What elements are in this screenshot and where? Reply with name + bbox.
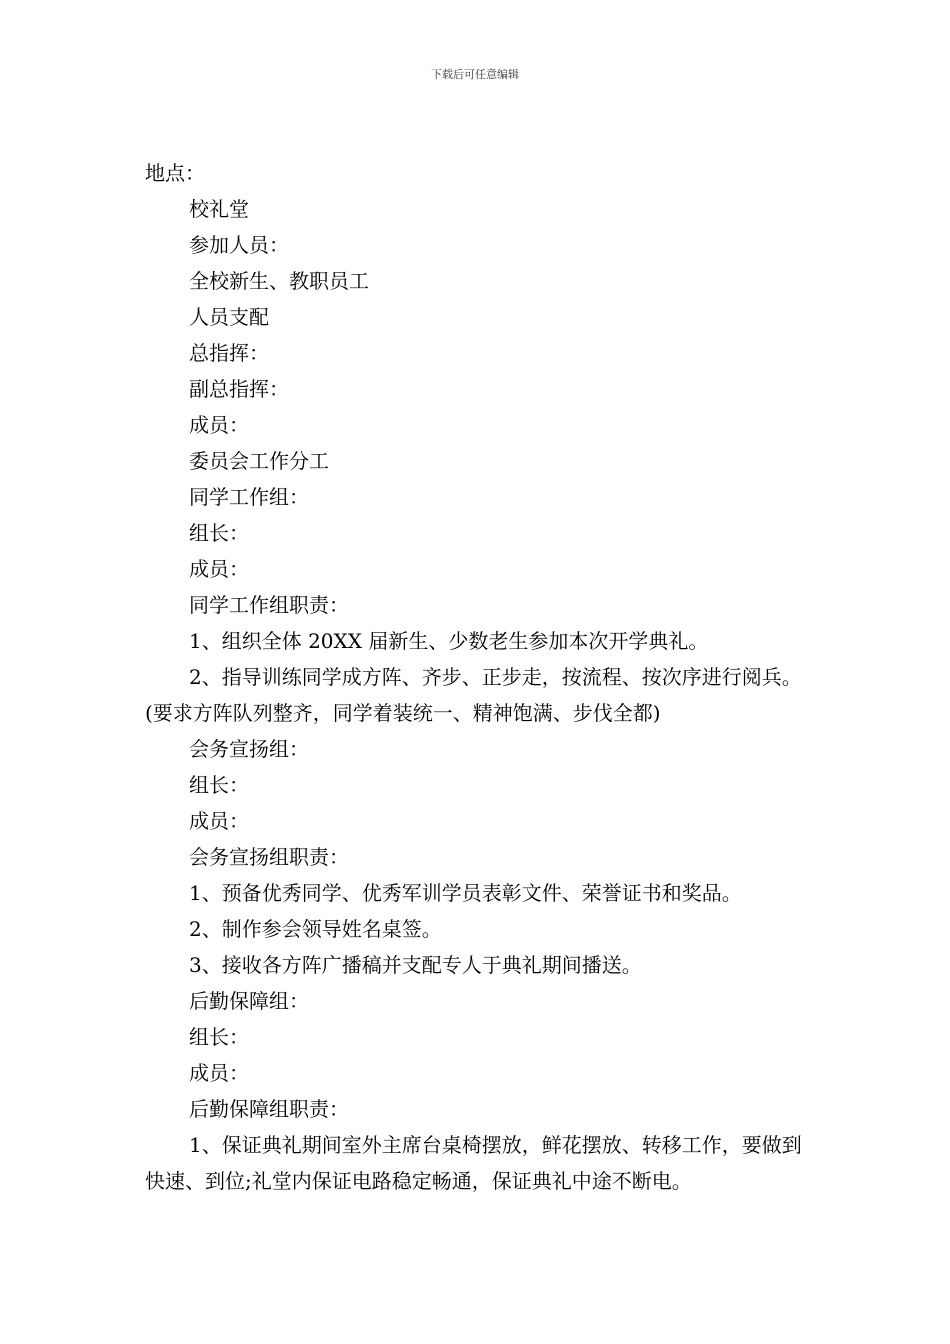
paragraph: 1、组织全体 20XX 届新生、少数老生参加本次开学典礼。 xyxy=(189,629,709,653)
paragraph: 副总指挥： xyxy=(189,377,289,401)
paragraph: 同学工作组职责： xyxy=(189,593,349,617)
paragraph: 委员会工作分工 xyxy=(189,449,329,473)
paragraph: 2、制作参会领导姓名桌签。 xyxy=(189,917,442,941)
paragraph: 成员： xyxy=(189,1061,249,1085)
paragraph: 地点： xyxy=(145,161,205,185)
paragraph: 组长： xyxy=(189,521,249,545)
page-header: 下载后可任意编辑 xyxy=(431,68,519,81)
paragraph: 全校新生、教职员工 xyxy=(189,269,369,293)
paragraph: 人员支配 xyxy=(189,305,269,329)
paragraph: 2、指导训练同学成方阵、齐步、正步走，按流程、按次序进行阅兵。(要求方阵队列整齐，同学着装统一、精神饱满、步伐全都) xyxy=(145,665,802,725)
paragraph: 组长： xyxy=(189,773,249,797)
paragraph: 会务宣扬组： xyxy=(189,737,309,761)
paragraph: 成员： xyxy=(189,557,249,581)
paragraph: 成员： xyxy=(189,809,249,833)
paragraph: 后勤保障组职责： xyxy=(189,1097,349,1121)
paragraph: 组长： xyxy=(189,1025,249,1049)
paragraph: 1、保证典礼期间室外主席台桌椅摆放，鲜花摆放、转移工作，要做到快速、到位;礼堂内保证电路稳定畅通，保证典礼中途不断电。 xyxy=(145,1133,802,1193)
paragraph: 会务宣扬组职责： xyxy=(189,845,349,869)
paragraph: 总指挥： xyxy=(189,341,269,365)
paragraph: 校礼堂 xyxy=(189,197,249,221)
paragraph: 同学工作组： xyxy=(189,485,309,509)
paragraph: 3、接收各方阵广播稿并支配专人于典礼期间播送。 xyxy=(189,953,642,977)
paragraph: 参加人员： xyxy=(189,233,289,257)
document-body xyxy=(145,155,815,1199)
paragraph: 1、预备优秀同学、优秀军训学员表彰文件、荣誉证书和奖品。 xyxy=(189,881,742,905)
paragraph: 成员： xyxy=(189,413,249,437)
paragraph: 后勤保障组： xyxy=(189,989,309,1013)
